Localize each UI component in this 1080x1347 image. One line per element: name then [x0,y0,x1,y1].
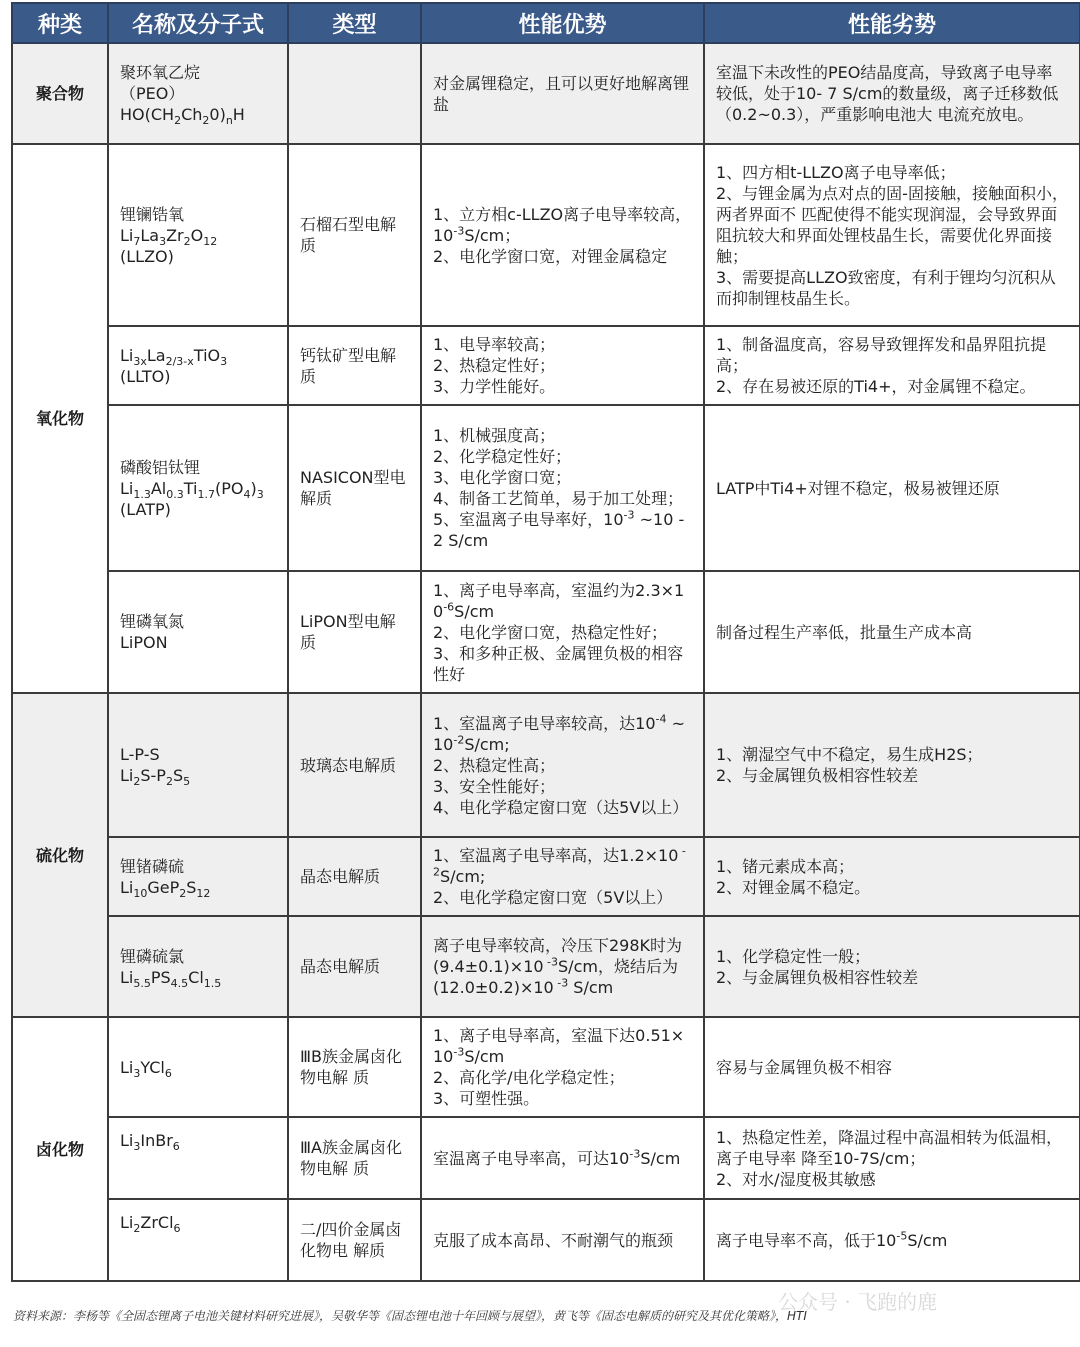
table-row [12,144,1080,326]
type-cell: ⅢA族金属卤化物电解 质 [288,1117,421,1199]
compound-formula: $Li_7La_3Zr_2O_{12}$ [120,225,218,248]
advantage-item: 2、高化学/电化学稳定性； [433,1068,625,1087]
table-row [12,1117,1080,1199]
disadvantage-text: 容易与金属锂负极不相容 [716,1057,893,1077]
name-cell [108,571,288,693]
advantage-item: 1、离子电导率高，室温约为$2.3\times 10^{-6}S/cm$ [433,580,685,621]
advantage-item: 4、电化学稳定窗口宽（达5V以上） [433,797,689,817]
advantages-cell [421,693,704,837]
table-row [12,1017,1080,1117]
type-cell: ⅢB族金属卤化物电解 质 [288,1017,421,1117]
advantage-item: 2、化学稳定性好； [433,447,572,466]
type-cell [288,43,421,144]
disadvantage-item: 2、与锂金属为点对点的固-固接触，接触面积小，两者界面不 匹配使得不能实现润湿，会导致界面阻抗较大和界面处锂枝晶生长，需要优化界面接触； [716,183,1068,266]
disadvantage-text: 离子电导率不高，低于$10^{-5}S/cm$ [716,1229,948,1250]
header-category: 种类 [12,3,108,43]
advantages-cell [421,916,704,1017]
advantages-cell [421,837,704,916]
category-polymer: 聚合物 [12,43,108,144]
disadvantages-cell [704,693,1080,837]
compound-formula: $Li_2S-P_2S_5$ [120,766,191,789]
compound-formula: $Li_3InBr_6$ [120,1131,180,1154]
advantage-item: 3、电化学窗口宽； [433,468,572,487]
advantage-item: 4、制备工艺简单，易于加工处理； [433,489,684,508]
disadvantage-text: 室温下未改性的PEO结晶度高，导致离子电导率较低，处于10- 7 S/cm的数量级，离子迁移数低（0.2~0.3），严重影响电池大 电流充放电。 [716,63,1059,124]
advantage-text: 对金属锂稳定，且可以更好地解离锂盐 [433,73,690,114]
compound-formula: $Li_3YCl_6$ [120,1057,172,1080]
compound-formula: $Li_{5.5}PS_{4.5}Cl_{1.5}$ [120,967,222,990]
type-cell: 石榴石型电解质 [288,144,421,326]
advantage-text: 离子电导率较高，冷压下298K时为 (9.4±0.1)×10 $^{-3}$S/cm，烧结后为 (12.0±0.2)×10 $^{-3}$ S/cm [433,936,683,997]
electrolyte-comparison-table [11,2,1080,1282]
name-cell [108,43,288,144]
type-cell: 钙钛矿型电解质 [288,326,421,405]
table-row [12,693,1080,837]
table-row [12,837,1080,916]
table-row [12,405,1080,571]
type-cell: NASICON型电解质 [288,405,421,571]
disadvantages-cell [704,916,1080,1017]
header-advantages: 性能优势 [421,3,704,43]
disadvantage-item: 2、与金属锂负极相容性较差 [716,967,919,987]
compound-name: 磷酸铝钛锂 [120,457,201,477]
disadvantage-item: 1、制备温度高，容易导致锂挥发和晶界阻抗提高； [716,335,1047,375]
compound-formula: $Li_{10}GeP_2S_{12}$ [120,877,211,900]
advantages-cell [421,405,704,571]
type-cell: 晶态电解质 [288,837,421,916]
category-oxide: 氧化物 [12,144,108,693]
disadvantage-item: 3、需要提高LLZO致密度，有利于锂均匀沉积从而抑制锂枝晶生长。 [716,267,1056,308]
advantage-item: 1、电导率较高； [433,335,556,354]
compound-abbr: (LLTO) [120,366,171,386]
name-cell [108,405,288,571]
type-cell: LiPON型电解质 [288,571,421,693]
disadvantage-text: 制备过程生产率低，批量生产成本高 [716,622,973,642]
disadvantage-item: 2、与金属锂负极相容性较差 [716,766,919,785]
table-row [12,1199,1080,1281]
disadvantage-item: 1、化学稳定性一般； [716,946,871,966]
advantage-item: 1、室温离子电导率较高，达$10^{-4}$ $\sim 10^{-2}S/cm$; [433,712,686,754]
disadvantage-item: 1、潮湿空气中不稳定，易生成H2S； [716,745,983,764]
disadvantage-text: LATP中Ti4+对锂不稳定，极易被锂还原 [716,478,1000,498]
disadvantages-cell [704,405,1080,571]
advantages-cell [421,1199,704,1281]
advantage-item: 5、室温离子电导率好，$10^{-3}$ ~10 -2 S/cm [433,508,685,550]
disadvantages-cell [704,1117,1080,1199]
compound-name: L-P-S [120,745,160,764]
disadvantage-item: 1、热稳定性差，降温过程中高温相转为低温相，离子电导率 降至10-7S/cm； [716,1127,1063,1168]
group-sulfide [12,693,1080,1017]
name-cell [108,916,288,1017]
advantages-cell [421,144,704,326]
type-cell: 玻璃态电解质 [288,693,421,837]
compound-abbr: (LLZO) [120,246,174,266]
disadvantages-cell [704,1017,1080,1117]
advantage-item: 1、室温离子电导率高，达1.2×10 $^{-2}$S/cm; [433,844,686,886]
name-cell [108,693,288,837]
advantage-item: 1、机械强度高； [433,426,556,445]
advantage-item: 2、电化学窗口宽，热稳定性好； [433,622,668,642]
compound-name: 锂锗磷硫 [120,856,185,876]
name-cell [108,1117,288,1199]
name-cell [108,1017,288,1117]
advantage-item: 1、离子电导率高，室温下达$0.51\times 10^{-3}S/cm$ [433,1026,685,1066]
watermark: 公众号 · 飞跑的鹿 [778,1290,938,1314]
advantages-cell [421,571,704,693]
compound-name: 锂磷氧氮 [120,612,185,631]
disadvantages-cell [704,837,1080,916]
compound-formula: $HO(CH_2Ch_20)_nH$ [120,105,245,128]
compound-formula: $Li_{3x}La_{2/3-x}TiO_3$ [120,345,228,368]
advantage-item: 2、热稳定性高； [433,755,556,775]
compound-name: 锂镧锆氧 [120,204,185,224]
compound-formula: $Li_{1.3}Al_{0.3}Ti_{1.7}(PO_4)_3$ [120,478,264,501]
compound-name: 聚环氧乙烷 [120,63,201,82]
advantage-item: 2、电化学窗口宽，对锂金属稳定 [433,246,668,266]
disadvantages-cell [704,571,1080,693]
group-oxide [12,144,1080,693]
header-row [12,3,1080,43]
header-type: 类型 [288,3,421,43]
disadvantage-item: 1、四方相t-LLZO离子电导率低； [716,162,956,182]
advantage-item: 2、热稳定性好； [433,356,556,375]
name-cell [108,1199,288,1281]
disadvantage-item: 2、对水/湿度极其敏感 [716,1169,876,1189]
type-cell: 晶态电解质 [288,916,421,1017]
advantage-item: 3、可塑性强。 [433,1089,540,1108]
category-sulfide: 硫化物 [12,693,108,1017]
advantage-item: 3、和多种正极、金属锂负极的相容性好 [433,643,684,684]
table-row [12,571,1080,693]
disadvantages-cell [704,1199,1080,1281]
disadvantages-cell [704,43,1080,144]
compound-abbr: （PEO） [120,84,185,103]
source-footnote: 资料来源：李杨等《全固态锂离子电池关键材料研究进展》，吴敬华等《固态锂电池十年回顾与展望》，黄飞等《固态电解质的研究及其优化策略》，HTI [13,1309,807,1323]
table-row [12,916,1080,1017]
table-row [12,326,1080,405]
category-halide: 卤化物 [12,1017,108,1281]
disadvantages-cell [704,326,1080,405]
group-polymer [12,43,1080,144]
header-name-formula: 名称及分子式 [108,3,288,43]
name-cell [108,837,288,916]
advantage-item: 3、力学性能好。 [433,377,556,396]
advantage-item: 2、电化学稳定窗口宽（5V以上） [433,888,673,907]
advantages-cell [421,1117,704,1199]
disadvantages-cell [704,144,1080,326]
name-cell [108,326,288,405]
group-halide [12,1017,1080,1281]
disadvantage-item: 1、锗元素成本高； [716,856,855,876]
disadvantage-item: 2、对锂金属不稳定。 [716,877,871,897]
advantage-text: 克服了成本高昂、不耐潮气的瓶颈 [433,1230,674,1250]
table-row [12,43,1080,144]
advantage-text: 室温离子电导率高，可达$10^{-3}S/cm$ [433,1147,681,1168]
name-cell [108,144,288,326]
advantages-cell [421,326,704,405]
advantages-cell [421,1017,704,1117]
compound-formula: LiPON [120,633,168,652]
advantage-item: 3、安全性能好； [433,776,556,796]
type-cell: 二/四价金属卤化物电 解质 [288,1199,421,1281]
compound-abbr: (LATP) [120,499,171,519]
compound-name: 锂磷硫氯 [120,946,185,966]
header-disadvantages: 性能劣势 [704,3,1080,43]
advantage-item: 1、立方相c-LLZO离子电导率较高，$10^{-3}S/cm$； [433,204,692,245]
disadvantage-item: 2、存在易被还原的Ti4+，对金属锂不稳定。 [716,377,1036,396]
compound-formula: $Li_2ZrCl_6$ [120,1213,181,1236]
advantages-cell [421,43,704,144]
